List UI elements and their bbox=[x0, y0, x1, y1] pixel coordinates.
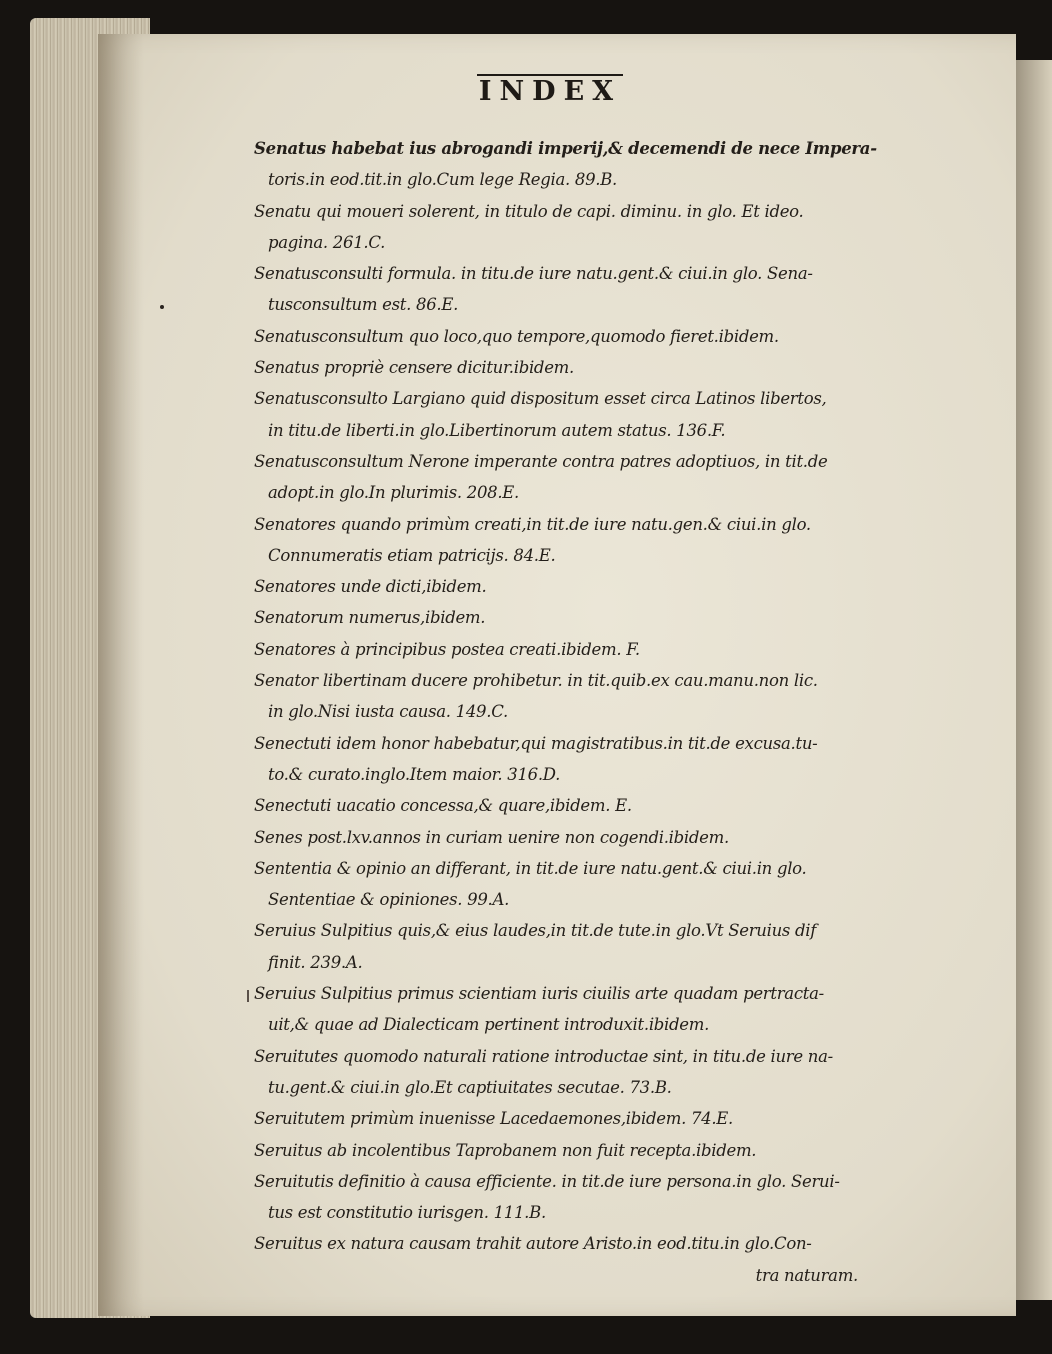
index-entry-line: Seruitutes quomodo naturali ratione introductae sint, in titu.de iure na- bbox=[254, 1046, 833, 1066]
index-entry bbox=[254, 196, 864, 259]
index-entry-line: Senatusconsultum Nerone imperante contra patres adoptiuos, in tit.de bbox=[254, 451, 828, 471]
index-entry-continuation: Connumeratis etiam patricijs. 84.E. bbox=[268, 545, 556, 565]
index-entry bbox=[254, 915, 864, 978]
index-entry-line: Senatusconsultum quo loco,quo tempore,quomodo fieret.ibidem. bbox=[254, 326, 779, 346]
index-entry bbox=[254, 853, 864, 916]
index-entry-continuation: tus est constitutio iurisgen. 111.B. bbox=[268, 1203, 546, 1223]
index-entry-continuation: pagina. 261.C. bbox=[268, 232, 386, 252]
index-entry bbox=[254, 1228, 864, 1291]
index-entry bbox=[254, 571, 864, 602]
index-entry-line: Senatorum numerus,ibidem. bbox=[254, 608, 486, 628]
index-entry-continuation: Sententiae & opiniones. 99.A. bbox=[268, 890, 510, 910]
index-entry bbox=[254, 728, 864, 791]
index-entry bbox=[254, 1103, 864, 1134]
index-entry-line: Senectuti uacatio concessa,& quare,ibidem. E. bbox=[254, 796, 632, 816]
index-entry bbox=[254, 509, 864, 572]
index-entry-continuation: uit,& quae ad Dialecticam pertinent introduxit.ibidem. bbox=[268, 1015, 710, 1035]
index-entry-continuation: finit. 239.A. bbox=[268, 952, 363, 972]
index-entry bbox=[254, 790, 864, 821]
index-entry-line: Seruius Sulpitius quis,& eius laudes,in tit.de tute.in glo.Vt Seruius dif bbox=[254, 921, 817, 941]
index-entry-continuation: in glo.Nisi iusta causa. 149.C. bbox=[268, 702, 508, 722]
index-entry-line: Seruitutem primùm inuenisse Lacedaemones,ibidem. 74.E. bbox=[254, 1109, 733, 1129]
index-entry-line: Senatores à principibus postea creati.ibidem. F. bbox=[254, 639, 640, 659]
index-entry bbox=[254, 352, 864, 383]
index-entry-continuation: tu.gent.& ciui.in glo.Et captiuitates secutae. 73.B. bbox=[268, 1077, 672, 1097]
index-entry-line: Senatores quando primùm creati,in tit.de iure natu.gen.& ciui.in glo. bbox=[254, 514, 811, 534]
ink-speck bbox=[160, 305, 164, 309]
index-entry-line: Senes post.lxv.annos in curiam uenire non cogendi.ibidem. bbox=[254, 827, 729, 847]
index-entry bbox=[254, 383, 864, 446]
index-entry-continuation: in titu.de liberti.in glo.Libertinorum autem status. 136.F. bbox=[268, 420, 726, 440]
index-entry-line: Senatusconsulto Largiano quid dispositum esset circa Latinos libertos, bbox=[254, 389, 827, 409]
index-entry-continuation: adopt.in glo.In plurimis. 208.E. bbox=[268, 483, 519, 503]
index-entry bbox=[254, 602, 864, 633]
index-entry-line: Seruitutis definitio à causa efficiente. in tit.de iure persona.in glo. Serui- bbox=[254, 1171, 840, 1191]
index-entry-line: Sententia & opinio an differant, in tit.de iure natu.gent.& ciui.in glo. bbox=[254, 858, 807, 878]
index-entry bbox=[254, 321, 864, 352]
index-entry-continuation: toris.in eod.tit.in glo.Cum lege Regia. 89.B. bbox=[268, 170, 617, 190]
index-entry-continuation: to.& curato.inglo.Item maior. 316.D. bbox=[268, 764, 561, 784]
index-entry bbox=[254, 1135, 864, 1166]
index-entry-line: Senatus propriè censere dicitur.ibidem. bbox=[254, 358, 574, 378]
index-entry-continuation: tra naturam. bbox=[755, 1265, 858, 1285]
index-entry bbox=[254, 446, 864, 509]
index-entry-continuation: tusconsultum est. 86.E. bbox=[268, 295, 459, 315]
index-entry-line: Senatus habebat ius abrogandi imperij,& decemendi de nece Impera- bbox=[254, 139, 877, 158]
index-entry-line: Senator libertinam ducere prohibetur. in tit.quib.ex cau.manu.non lic. bbox=[254, 671, 818, 691]
index-entry-line: Senatu qui moueri solerent, in titulo de capi. diminu. in glo. Et ideo. bbox=[254, 201, 804, 221]
facing-page-edge bbox=[1016, 60, 1052, 1300]
index-entry bbox=[254, 665, 864, 728]
index-entry bbox=[254, 258, 864, 321]
index-entry bbox=[254, 978, 864, 1041]
index-entry-line: Seruitus ab incolentibus Taprobanem non fuit recepta.ibidem. bbox=[254, 1140, 757, 1160]
ink-mark bbox=[247, 990, 249, 1002]
index-entry-line: Senatores unde dicti,ibidem. bbox=[254, 577, 487, 597]
index-entry bbox=[254, 634, 864, 665]
index-entry-line: Seruitus ex natura causam trahit autore Aristo.in eod.titu.in glo.Con- bbox=[254, 1234, 812, 1254]
index-entry-line: Seruius Sulpitius primus scientiam iuris ciuilis arte quadam pertracta- bbox=[254, 984, 824, 1004]
page-header: INDEX bbox=[455, 76, 645, 107]
page-gutter-shadow bbox=[98, 34, 144, 1316]
index-entry bbox=[254, 133, 877, 196]
index-entry bbox=[254, 1166, 864, 1229]
index-entry bbox=[254, 822, 864, 853]
index-entry-line: Senatusconsulti formula. in titu.de iure natu.gent.& ciui.in glo. Sena- bbox=[254, 264, 813, 284]
index-entry-line: Senectuti idem honor habebatur,qui magistratibus.in tit.de excusa.tu- bbox=[254, 733, 818, 753]
index-entries bbox=[254, 133, 877, 1291]
index-entry bbox=[254, 1041, 864, 1104]
